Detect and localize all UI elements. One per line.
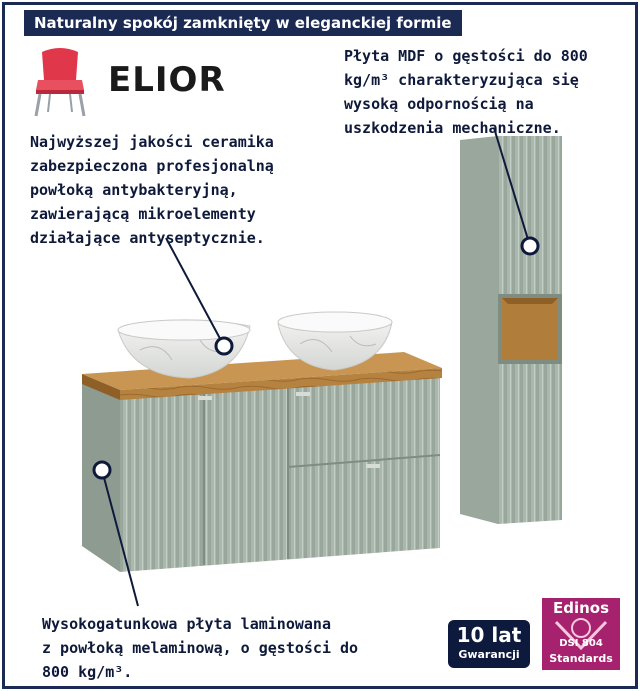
edinos-badge — [542, 598, 620, 670]
warranty-label: Gwarancji — [458, 648, 520, 661]
callout-laminate: Wysokogatunkowa płyta laminowana z powłoką melaminową, o gęstości do 800 kg/m³. — [42, 615, 359, 681]
vanity-cabinet — [82, 376, 440, 572]
edinos-standards: Standards — [549, 652, 613, 665]
edinos-dsi: DSI 804 — [559, 638, 603, 649]
callout-mdf: Płyta MDF o gęstości do 800 kg/m³ charakteryzująca się wysoką odpornością na uszkodzenia mechaniczne. — [344, 47, 588, 137]
callout-ceramic: Najwyższej jakości ceramika zabezpieczona profesjonalną powłoką antybakteryjną, zawierającą mikroelementy działające antyseptycznie. — [30, 133, 274, 247]
brand-logo-text: ELIOR — [108, 60, 226, 100]
edinos-brand: Edinos — [552, 599, 610, 617]
warranty-badge — [448, 620, 530, 668]
tall-cabinet — [460, 136, 562, 524]
banner-title: Naturalny spokój zamknięty w eleganckiej formie — [24, 10, 462, 36]
warranty-years: 10 lat — [456, 623, 522, 647]
